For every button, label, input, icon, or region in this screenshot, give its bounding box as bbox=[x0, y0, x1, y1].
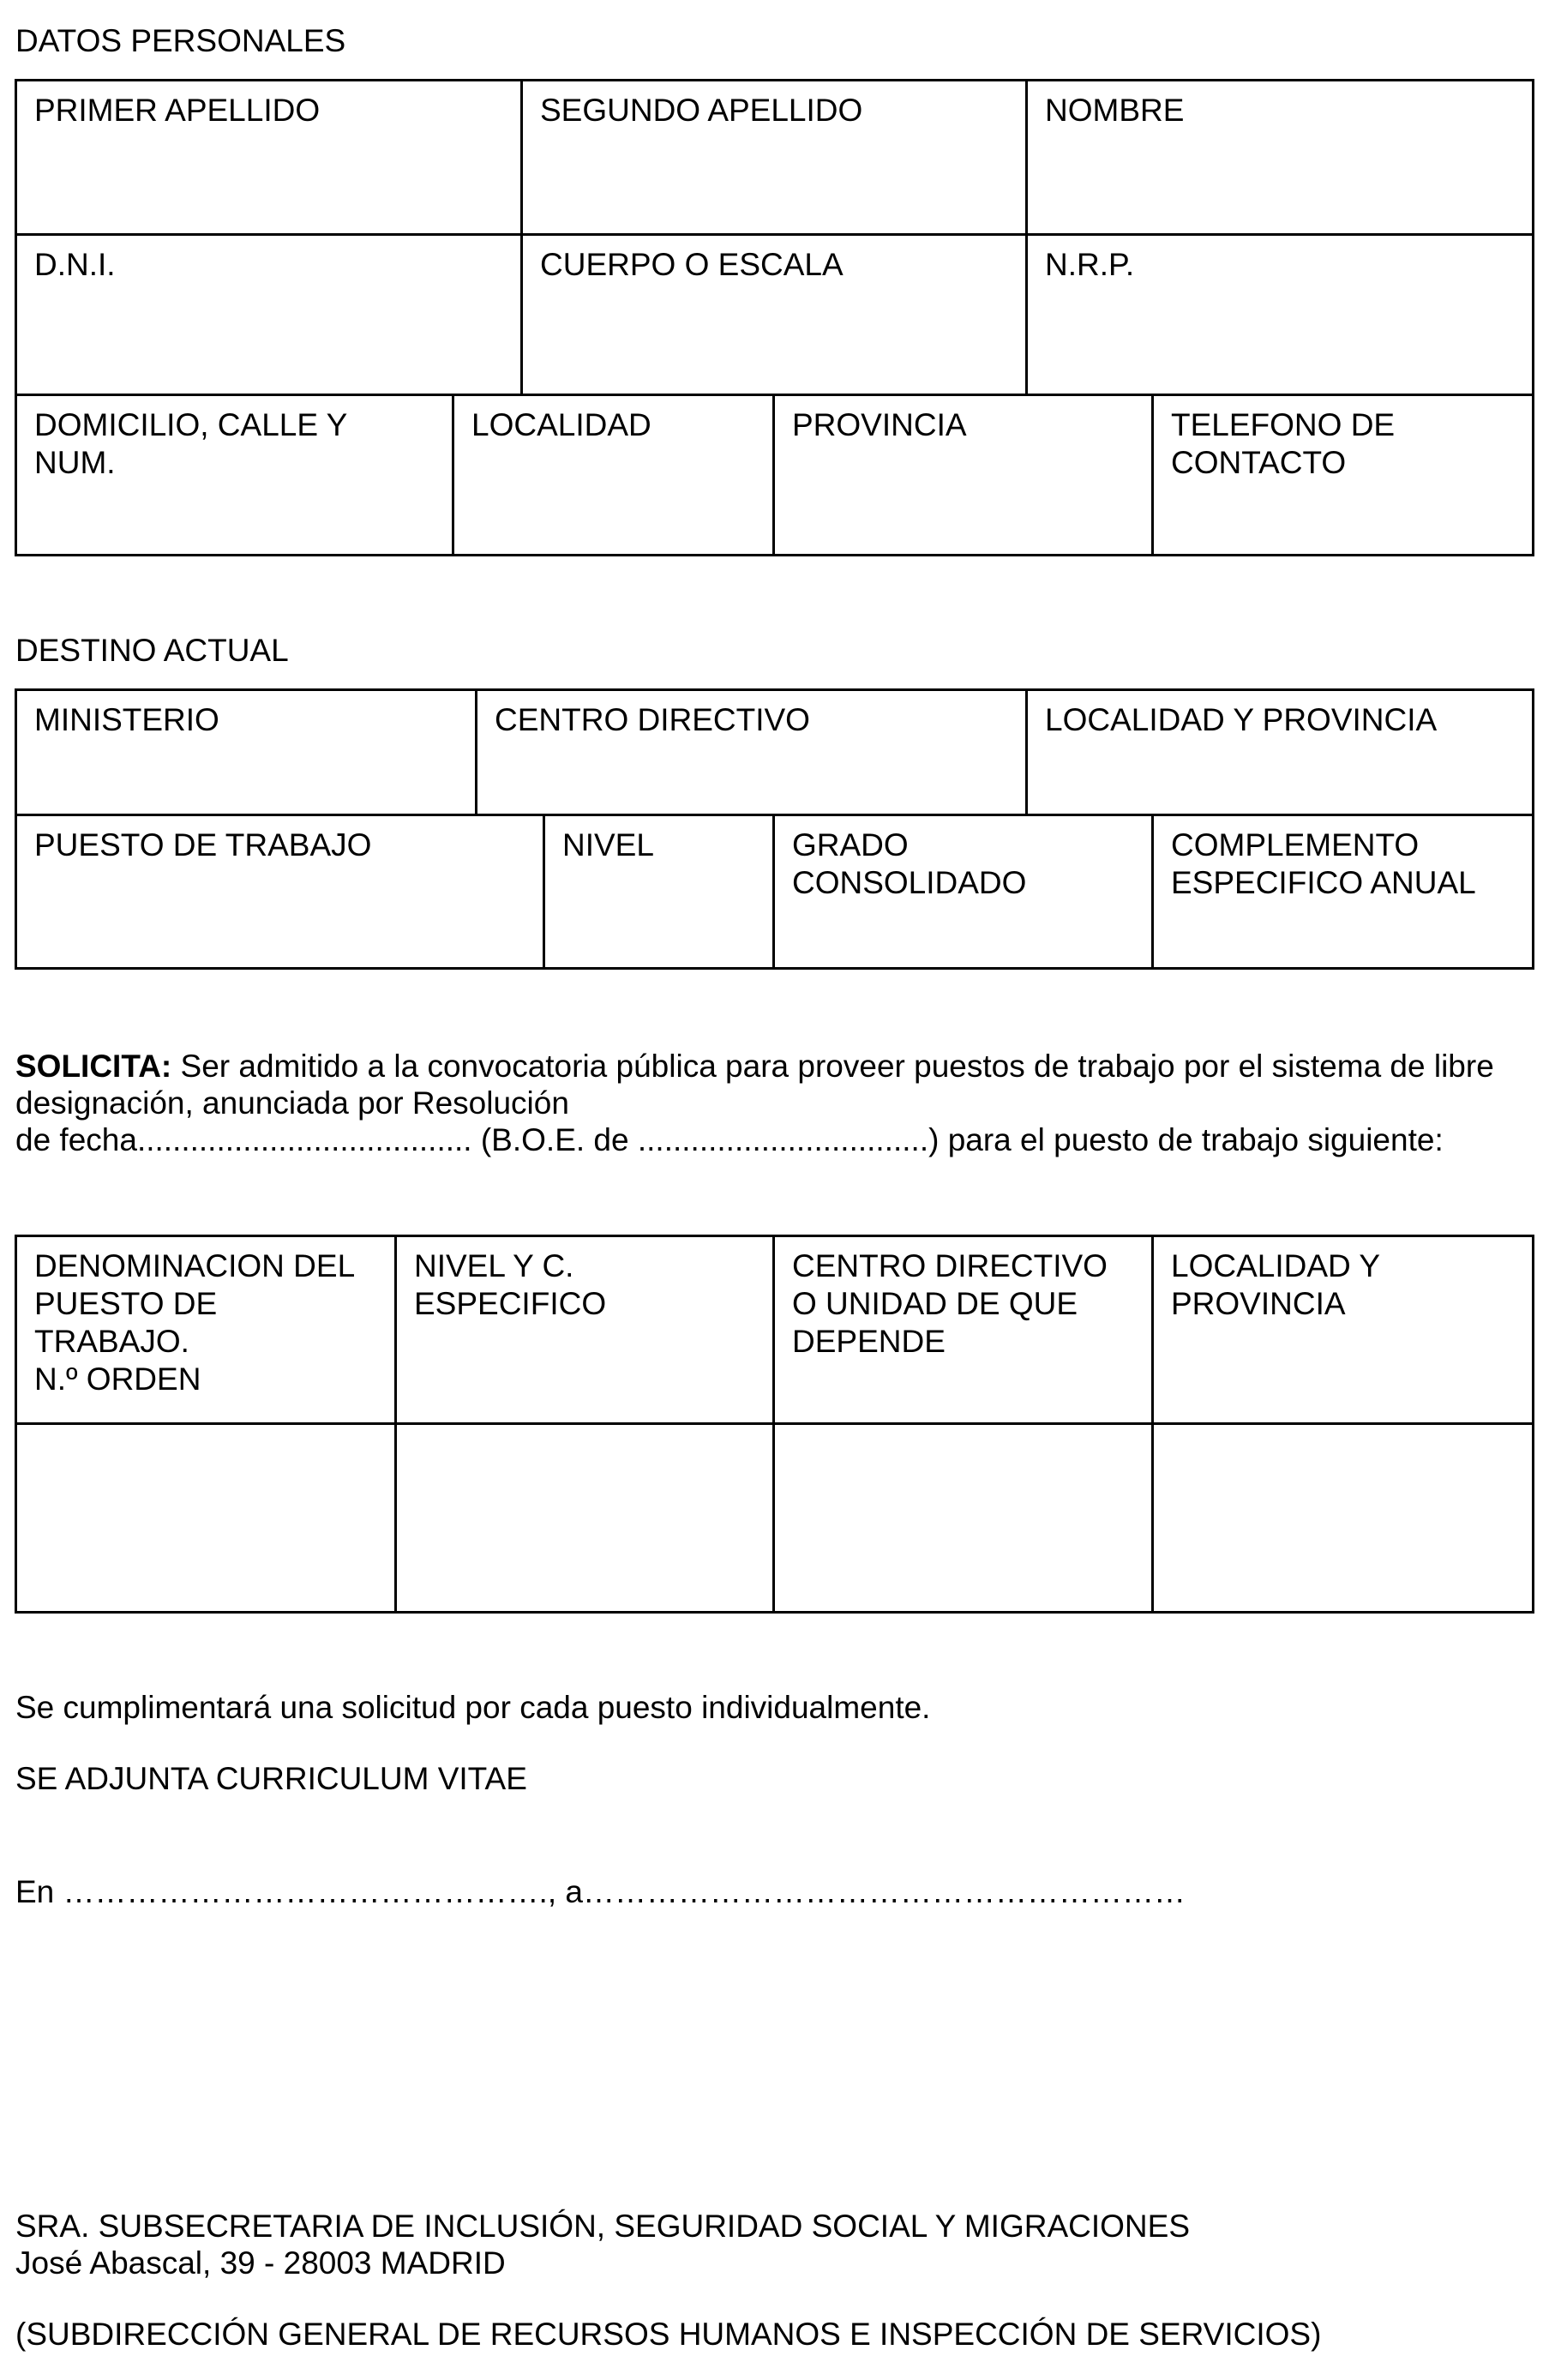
solicita-line-2: designación, anunciada por Resolución bbox=[15, 1085, 569, 1121]
addressee: SRA. SUBSECRETARIA DE INCLUSIÓN, SEGURIDAD SOCIAL Y MIGRACIONES bbox=[15, 2209, 1190, 2244]
solicita-line-1 bbox=[15, 1048, 1549, 1085]
field-label: CENTRO DIRECTIVO bbox=[495, 702, 810, 737]
field-label: NIVEL bbox=[562, 827, 654, 862]
field-label: TELEFONO DE CONTACTO bbox=[1171, 407, 1396, 480]
header-line: LOCALIDAD Y bbox=[1171, 1248, 1381, 1283]
subdireccion: (SUBDIRECCIÓN GENERAL DE RECURSOS HUMANOS E INSPECCIÓN DE SERVICIOS) bbox=[15, 2317, 1322, 2352]
nivel-especifico-input[interactable] bbox=[397, 1425, 772, 1611]
header-line: N.º ORDEN bbox=[34, 1361, 201, 1397]
segundo-apellido-field[interactable] bbox=[523, 81, 1025, 233]
field-label: ESPECIFICO ANUAL bbox=[1171, 865, 1476, 900]
solicita-label: SOLICITA: bbox=[15, 1049, 172, 1084]
complemento-especifico-field[interactable] bbox=[1154, 816, 1532, 967]
header-line: DEPENDE bbox=[792, 1324, 946, 1359]
dni-field[interactable] bbox=[17, 236, 520, 394]
domicilio-field[interactable] bbox=[17, 396, 452, 554]
place-date-line: En ………………………………………., a………………………………………………… bbox=[15, 1874, 1186, 1909]
field-label: CUERPO O ESCALA bbox=[540, 247, 844, 282]
field-label: PUESTO DE TRABAJO bbox=[34, 827, 372, 862]
denominacion-input[interactable] bbox=[17, 1425, 394, 1611]
nrp-field[interactable] bbox=[1028, 236, 1532, 394]
header-line: PUESTO DE bbox=[34, 1286, 218, 1321]
solicita-line-3: de fecha...................................... (B.O.E. de .................................) para el puesto de trabajo siguiente: bbox=[15, 1122, 1444, 1157]
nivel-especifico-header bbox=[397, 1237, 772, 1422]
header-line: DENOMINACION DEL bbox=[34, 1248, 356, 1283]
provincia-field[interactable] bbox=[775, 396, 1151, 554]
field-label: LOCALIDAD bbox=[471, 407, 651, 442]
curriculum-note: SE ADJUNTA CURRICULUM VITAE bbox=[15, 1761, 527, 1796]
puesto-trabajo-field[interactable] bbox=[17, 816, 543, 967]
table-line bbox=[1532, 1235, 1534, 1614]
field-label: MINISTERIO bbox=[34, 702, 219, 737]
current-post-heading: DESTINO ACTUAL bbox=[15, 633, 289, 668]
individual-note: Se cumplimentará una solicitud por cada puesto individualmente. bbox=[15, 1690, 931, 1725]
centro-directivo-input[interactable] bbox=[775, 1425, 1151, 1611]
field-label: GRADO bbox=[792, 827, 909, 862]
grado-consolidado-field[interactable] bbox=[775, 816, 1151, 967]
header-line: CENTRO DIRECTIVO bbox=[792, 1248, 1108, 1283]
localidad-field[interactable] bbox=[454, 396, 772, 554]
field-label: NOMBRE bbox=[1045, 93, 1185, 128]
nivel-field[interactable] bbox=[545, 816, 772, 967]
ministerio-field[interactable] bbox=[17, 691, 475, 814]
field-label: CONSOLIDADO bbox=[792, 865, 1027, 900]
localidad-provincia-header bbox=[1154, 1237, 1532, 1422]
centro-directivo-header bbox=[775, 1237, 1151, 1422]
field-label: DOMICILIO, CALLE Y NUM. bbox=[34, 407, 347, 480]
field-label: PRIMER APELLIDO bbox=[34, 93, 321, 128]
field-label: D.N.I. bbox=[34, 247, 116, 282]
localidad-provincia-input[interactable] bbox=[1154, 1425, 1532, 1611]
nombre-field[interactable] bbox=[1028, 81, 1532, 233]
field-label: LOCALIDAD Y PROVINCIA bbox=[1045, 702, 1438, 737]
centro-directivo-field[interactable] bbox=[477, 691, 1025, 814]
header-line: O UNIDAD DE QUE bbox=[792, 1286, 1078, 1321]
telefono-field[interactable] bbox=[1154, 396, 1532, 554]
header-line: NIVEL Y C. bbox=[414, 1248, 574, 1283]
header-line: PROVINCIA bbox=[1171, 1286, 1346, 1321]
field-label: SEGUNDO APELLIDO bbox=[540, 93, 863, 128]
personal-data-heading: DATOS PERSONALES bbox=[15, 23, 346, 58]
solicita-text: Ser admitido a la convocatoria pública para proveer puestos de trabajo por el sistema de libre bbox=[180, 1049, 1494, 1084]
table-line bbox=[1532, 79, 1534, 556]
primer-apellido-field[interactable] bbox=[17, 81, 520, 233]
localidad-provincia-field[interactable] bbox=[1028, 691, 1532, 814]
header-line: TRABAJO. bbox=[34, 1324, 189, 1359]
field-label: COMPLEMENTO bbox=[1171, 827, 1420, 862]
field-label: N.R.P. bbox=[1045, 247, 1135, 282]
field-label: PROVINCIA bbox=[792, 407, 967, 442]
table-line bbox=[1532, 688, 1534, 970]
address: José Abascal, 39 - 28003 MADRID bbox=[15, 2245, 506, 2281]
denominacion-header bbox=[17, 1237, 394, 1422]
cuerpo-escala-field[interactable] bbox=[523, 236, 1025, 394]
header-line: ESPECIFICO bbox=[414, 1286, 607, 1321]
